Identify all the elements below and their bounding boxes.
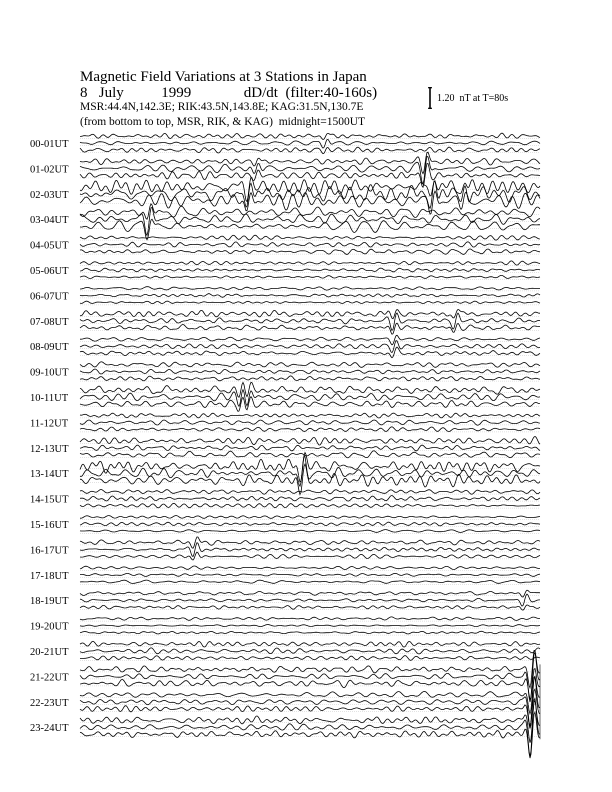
date-day: 8 [80,85,88,101]
hour-label: 07-08UT [30,316,69,328]
hour-label: 18-19UT [30,596,69,608]
trace-rik [80,341,540,353]
hour-label: 20-21UT [30,647,69,658]
order-note: (from bottom to top, MSR, RIK, & KAG) [80,116,273,128]
hour-label: 06-07UT [30,291,69,303]
midnight-note: midnight=1500UT [278,116,366,128]
trace-rik [80,268,540,272]
date-year: 1999 [161,85,192,101]
hour-label: 22-23UT [30,697,69,709]
hour-label: 09-10UT [30,367,69,379]
trace-rik [80,294,540,298]
trace-rik [80,522,540,526]
trace-kag [80,323,540,334]
trace-msr [80,261,540,265]
trace-msr [80,204,540,219]
trace-rik [80,456,540,486]
trace-rik [80,445,540,451]
hour-label: 15-16UT [30,520,69,531]
scale-label: 1.20 nT at T=80s [437,93,509,104]
trace-msr [80,566,540,570]
trace-msr [80,235,540,240]
trace-msr [80,335,540,345]
trace-msr [80,537,540,548]
trace-msr [80,590,540,597]
trace-rik [80,156,540,184]
trace-kag [80,712,540,758]
trace-msr [80,490,540,495]
trace-kag [80,249,540,255]
hour-label: 05-06UT [30,266,69,277]
trace-kag [80,397,540,412]
trace-rik [80,369,540,374]
trace-rik [80,139,540,148]
trace-rik [80,677,540,726]
hour-label: 02-03UT [30,189,69,201]
hour-label: 13-14UT [30,469,69,481]
hour-label: 11-12UT [30,418,69,430]
hour-label: 01-02UT [30,164,69,176]
trace-rik [80,625,540,627]
trace-msr [80,437,540,446]
trace-kag [80,376,540,381]
chart-title: Magnetic Field Variations at 3 Stations in Japan [80,69,367,85]
hour-label: 12-13UT [30,443,69,455]
trace-rik [80,496,540,502]
trace-rik [80,242,540,247]
component-label: dD/dt [243,85,278,101]
trace-kag [80,631,540,634]
hour-label: 03-04UT [30,215,69,227]
trace-kag [80,451,540,458]
hour-label: 14-15UT [30,494,69,506]
trace-kag [80,656,540,661]
trace-msr [80,382,540,397]
date-month: July [98,85,124,101]
hour-label: 04-05UT [30,240,69,252]
trace-kag [80,530,540,533]
hour-label: 21-22UT [30,672,69,684]
hour-label: 23-24UT [30,723,69,735]
trace-msr [80,641,540,647]
trace-rik [80,573,540,576]
trace-msr [80,310,540,319]
trace-msr [80,676,540,713]
trace-kag [80,275,540,278]
trace-rik [80,698,540,756]
trace-msr [80,362,540,368]
hour-label: 17-18UT [30,570,69,582]
trace-rik [80,648,540,654]
trace-kag [80,164,540,188]
trace-kag [80,427,540,432]
hour-label: 19-20UT [30,621,69,633]
hour-label: 08-09UT [30,342,69,354]
trace-msr [80,617,540,621]
trace-msr [80,413,540,418]
trace-msr [80,287,540,291]
trace-kag [80,605,540,610]
trace-msr [80,516,540,519]
filter-label: (filter:40-160s) [285,85,378,101]
hour-label: 16-17UT [30,545,69,557]
hour-label: 00-01UT [30,139,69,150]
trace-msr [80,152,540,174]
trace-kag [80,301,540,304]
station-coordinates: MSR:44.4N,142.3E; RIK:43.5N,143.8E; KAG:31.5N,130.7E [80,101,364,113]
trace-kag [80,580,540,583]
trace-rik [80,420,540,425]
hour-label: 10-11UT [30,393,69,404]
trace-rik [80,313,540,331]
trace-kag [80,503,540,508]
